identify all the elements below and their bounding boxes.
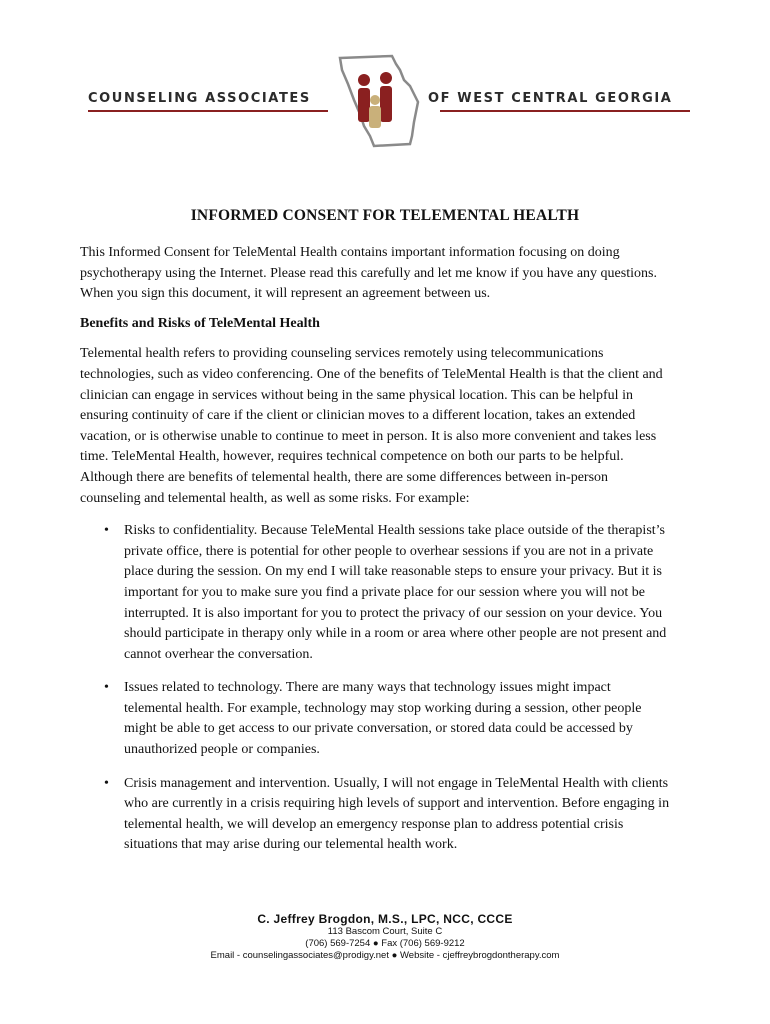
georgia-logo-icon	[330, 50, 430, 150]
letterhead	[0, 0, 770, 160]
risk-list	[80, 521, 670, 856]
letterhead-left-text: COUNSELING ASSOCIATES	[88, 91, 311, 106]
footer-name: C. Jeffrey Brogdon, M.S., LPC, NCC, CCCE	[257, 912, 513, 926]
bullet-icon: •	[104, 523, 109, 539]
section-paragraph: Telemental health refers to providing counseling services remotely using telecommunications technologies, such as video conferencing. One of the benefits of TeleMental Health is that the client and clinician can engage in services without being in the same physical location. This can be helpful in ensuring continuity of care if the client or clinician moves to a different location, takes an extended vacation, or is otherwise unable to continue to meet in person. It is also more convenient and takes less time. TeleMental Health, however, requires technical competence on both our parts to be helpful. Although there are benefits of telemental health, there are some differences between in-person counseling and telemental health, as well as some risks. For example:	[80, 346, 663, 506]
bullet-icon: •	[104, 775, 109, 791]
footer-phone: (706) 569-7254 ● Fax (706) 569-9212	[305, 938, 465, 949]
document-title: INFORMED CONSENT FOR TELEMENTAL HEALTH	[190, 207, 580, 224]
footer-address: 113 Bascom Court, Suite C	[327, 926, 443, 937]
letterhead-right-text: OF WEST CENTRAL GEORGIA	[428, 91, 673, 106]
list-item	[104, 521, 670, 665]
intro-paragraph: This Informed Consent for TeleMental Health contains important information focusing on doing psychotherapy using the Internet. Please read this carefully and let me know if you have any questions. When you sign this document, it will represent an agreement between us.	[80, 245, 657, 302]
list-item-text: Issues related to technology. There are many ways that technology issues might impact telemental health. For example, technology may stop working during a session, other people might be able to get access to our private conversation, or stored data could be accessed by unauthorized people or companies.	[124, 680, 642, 758]
list-item	[104, 774, 670, 856]
document-body	[80, 243, 670, 869]
bullet-icon: •	[104, 680, 109, 696]
list-item	[104, 678, 670, 760]
list-item-text: Crisis management and intervention. Usually, I will not engage in TeleMental Health with clients who are currently in a crisis requiring high levels of support and intervention. Before engaging in telemental health, we will develop an emergency response plan to address potential crisis situations that may arise during our telemental health work.	[124, 775, 670, 853]
letterhead-rule-right	[440, 110, 690, 112]
footer	[0, 912, 770, 962]
list-item-text: Risks to confidentiality. Because TeleMental Health sessions take place outside of the therapist’s private office, there is potential for other people to overhear sessions if you are not in a private place during the session. On my end I will take reasonable steps to ensure your privacy. But it is important for you to make sure you find a private place for our session where you will not be interrupted. It is also important for you to protect the privacy of our session on your device. You should participate in therapy only while in a room or area where other people are not present and cannot overhear the conversation.	[124, 523, 667, 662]
section-heading: Benefits and Risks of TeleMental Health	[80, 315, 320, 331]
footer-contact: Email - counselingassociates@prodigy.net ● Website - cjeffreybrogdontherapy.com	[210, 950, 560, 961]
letterhead-rule-left	[88, 110, 328, 112]
